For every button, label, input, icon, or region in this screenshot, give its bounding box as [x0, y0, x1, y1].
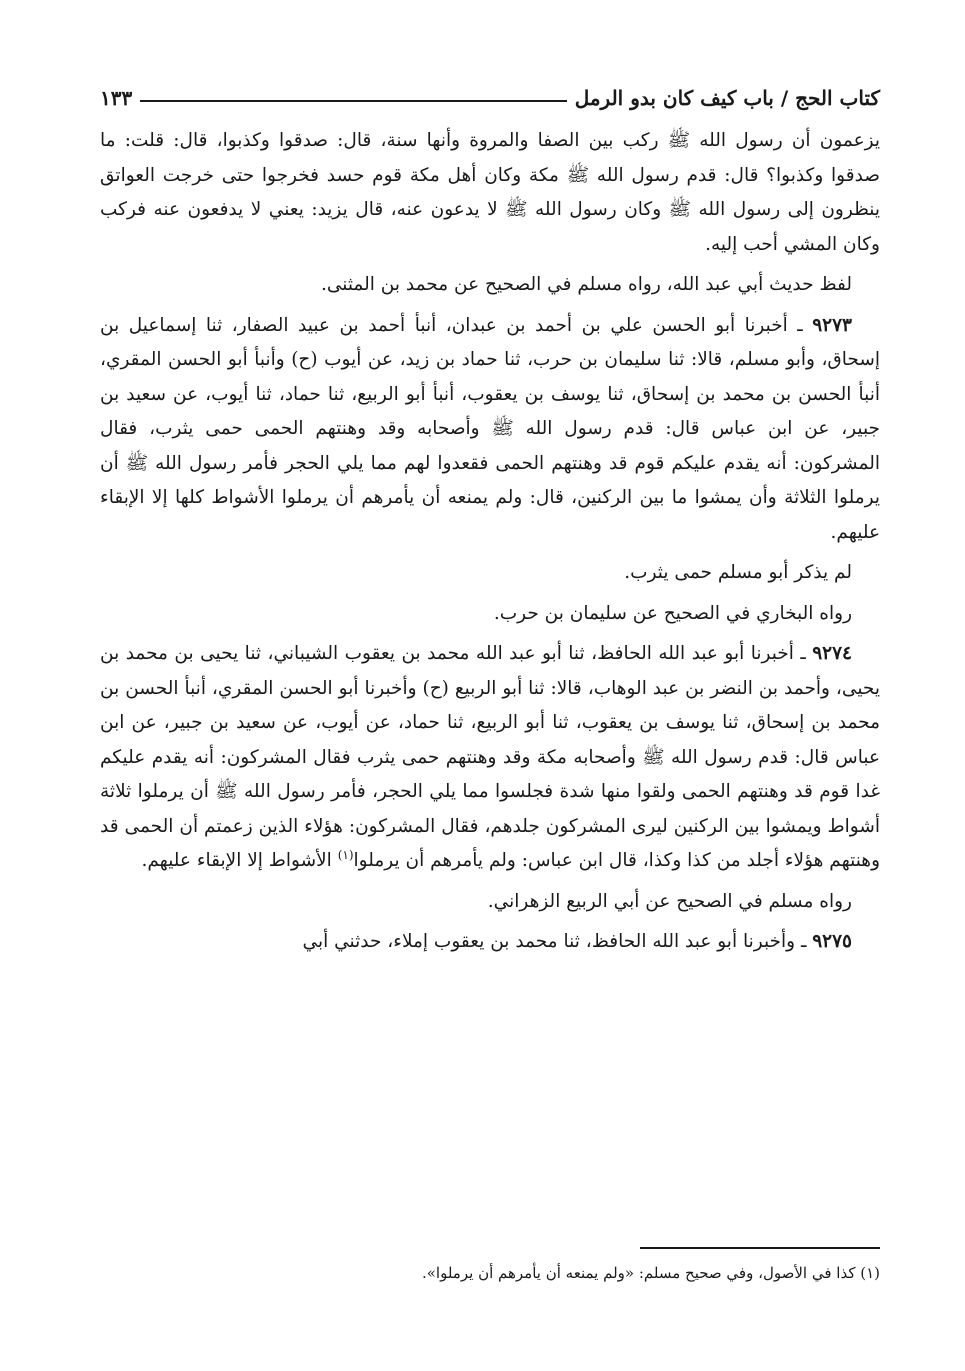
paragraph-text: رواه مسلم في الصحيح عن أبي الربيع الزهراني. — [487, 890, 852, 912]
paragraph-note — [100, 268, 880, 303]
hadith-number: ٩٢٧٥ — [812, 931, 852, 952]
running-header — [100, 70, 880, 110]
footnote-text: (١) كذا في الأصول، وفي صحيح مسلم: «ولم يمنعه أن يأمرهم أن يرملوا». — [421, 1264, 880, 1282]
body-text — [100, 124, 880, 960]
footnote — [100, 1260, 880, 1286]
page-number: ١٣٣ — [100, 86, 133, 110]
hadith-9274 — [100, 637, 880, 879]
paragraph-note — [100, 597, 880, 632]
paragraph-text: يزعمون أن رسول الله ﷺ ركب بين الصفا والمروة وأنها سنة، قال: صدقوا وكذبوا، قال: قلت: ما صدقوا وكذبوا؟ قال: قدم رسول الله ﷺ مكة وكان أهل مكة قوم حسد فخرجوا حتى خرجت العواتق ينظرون إلى رسول الله ﷺ وكان رسول الله ﷺ لا يدعون عنه، قال يزيد: يعني لا يدفعون عنه فركب وكان المشي أحب إليه. — [100, 130, 880, 255]
paragraph-note — [100, 885, 880, 920]
hadith-9273 — [100, 309, 880, 551]
paragraph-text: لم يذكر أبو مسلم حمى يثرب. — [624, 562, 852, 583]
paragraph-note — [100, 556, 880, 591]
hadith-9275 — [100, 925, 880, 960]
footnote-reference[interactable]: (١) — [337, 847, 354, 862]
hadith-number: ٩٢٧٣ — [812, 314, 852, 336]
paragraph-text: ـ أخبرنا أبو عبد الله الحافظ، ثنا أبو عبد الله محمد بن يعقوب الشيباني، ثنا يحيى بن محمد بن يحيى، وأحمد بن النضر بن عبد الوهاب، قالا: ثنا أبو الربيع (ح) وأخبرنا أبو الحسن المقري، أنبأ الحسن بن محمد بن إسحاق، ثنا يوسف بن يعقوب، ثنا أبو الربيع، ثنا حماد، عن أيوب، عن سعيد بن جبير، عن ابن عباس قال: قدم رسول الله ﷺ وأصحابه مكة وقد وهنتهم حمى يثرب فقال المشركون: أنه يقدم عليكم غدا قوم قد وهنتهم الحمى ولقوا منها شدة فجلسوا مما يلي الحجر، فأمر رسول الله ﷺ أن يرملوا ثلاثة أشواط ويمشوا بين الركنين ليرى المشركون جلدهم، فقال المشركون: هؤلاء الذين زعمتم أن الحمى قد وهنتهم هؤلاء أجلد من كذا وكذا، قال ابن عباس: ولم يأمرهم أن يرملوا — [100, 643, 880, 871]
paragraph-text-after: الأشواط إلا الإبقاء عليهم. — [141, 850, 338, 871]
paragraph-text: رواه البخاري في الصحيح عن سليمان بن حرب. — [493, 602, 852, 624]
hadith-number: ٩٢٧٤ — [812, 643, 852, 664]
paragraph-text: ـ أخبرنا أبو الحسن علي بن أحمد بن عبدان، أنبأ أحمد بن عبيد الصفار، ثنا إسماعيل بن إسحاق، وأبو مسلم، قالا: ثنا سليمان بن حرب، ثنا حماد بن زيد، عن أيوب (ح) وأنبأ أبو الحسن المقري، أنبأ الحسن بن محمد بن إسحاق، ثنا يوسف بن يعقوب، أنبأ أبو الربيع، ثنا حماد، ثنا أيوب، عن سعيد بن جبير، عن ابن عباس قال: قدم رسول الله ﷺ وأصحابه وقد وهنتهم الحمى حمى يثرب، فقال المشركون: أنه يقدم عليكم قوم قد وهنتهم الحمى فقعدوا لهم مما يلي الحجر فأمر رسول الله ﷺ أن يرملوا الثلاثة وأن يمشوا ما بين الركنين، قال: ولم يمنعه أن يأمرهم أن يرملوا الأشواط كلها إلا الإبقاء عليهم. — [100, 314, 880, 543]
paragraph-text: لفظ حديث أبي عبد الله، رواه مسلم في الصحيح عن محمد بن المثنى. — [320, 274, 852, 295]
paragraph-continuation — [100, 124, 880, 262]
header-rule — [140, 100, 566, 102]
footnote-separator — [640, 1247, 880, 1249]
paragraph-text: ـ وأخبرنا أبو عبد الله الحافظ، ثنا محمد بن يعقوب إملاء، حدثني أبي — [302, 931, 813, 952]
book-page — [100, 70, 880, 1330]
chapter-title: كتاب الحج / باب كيف كان بدو الرمل — [574, 86, 880, 110]
